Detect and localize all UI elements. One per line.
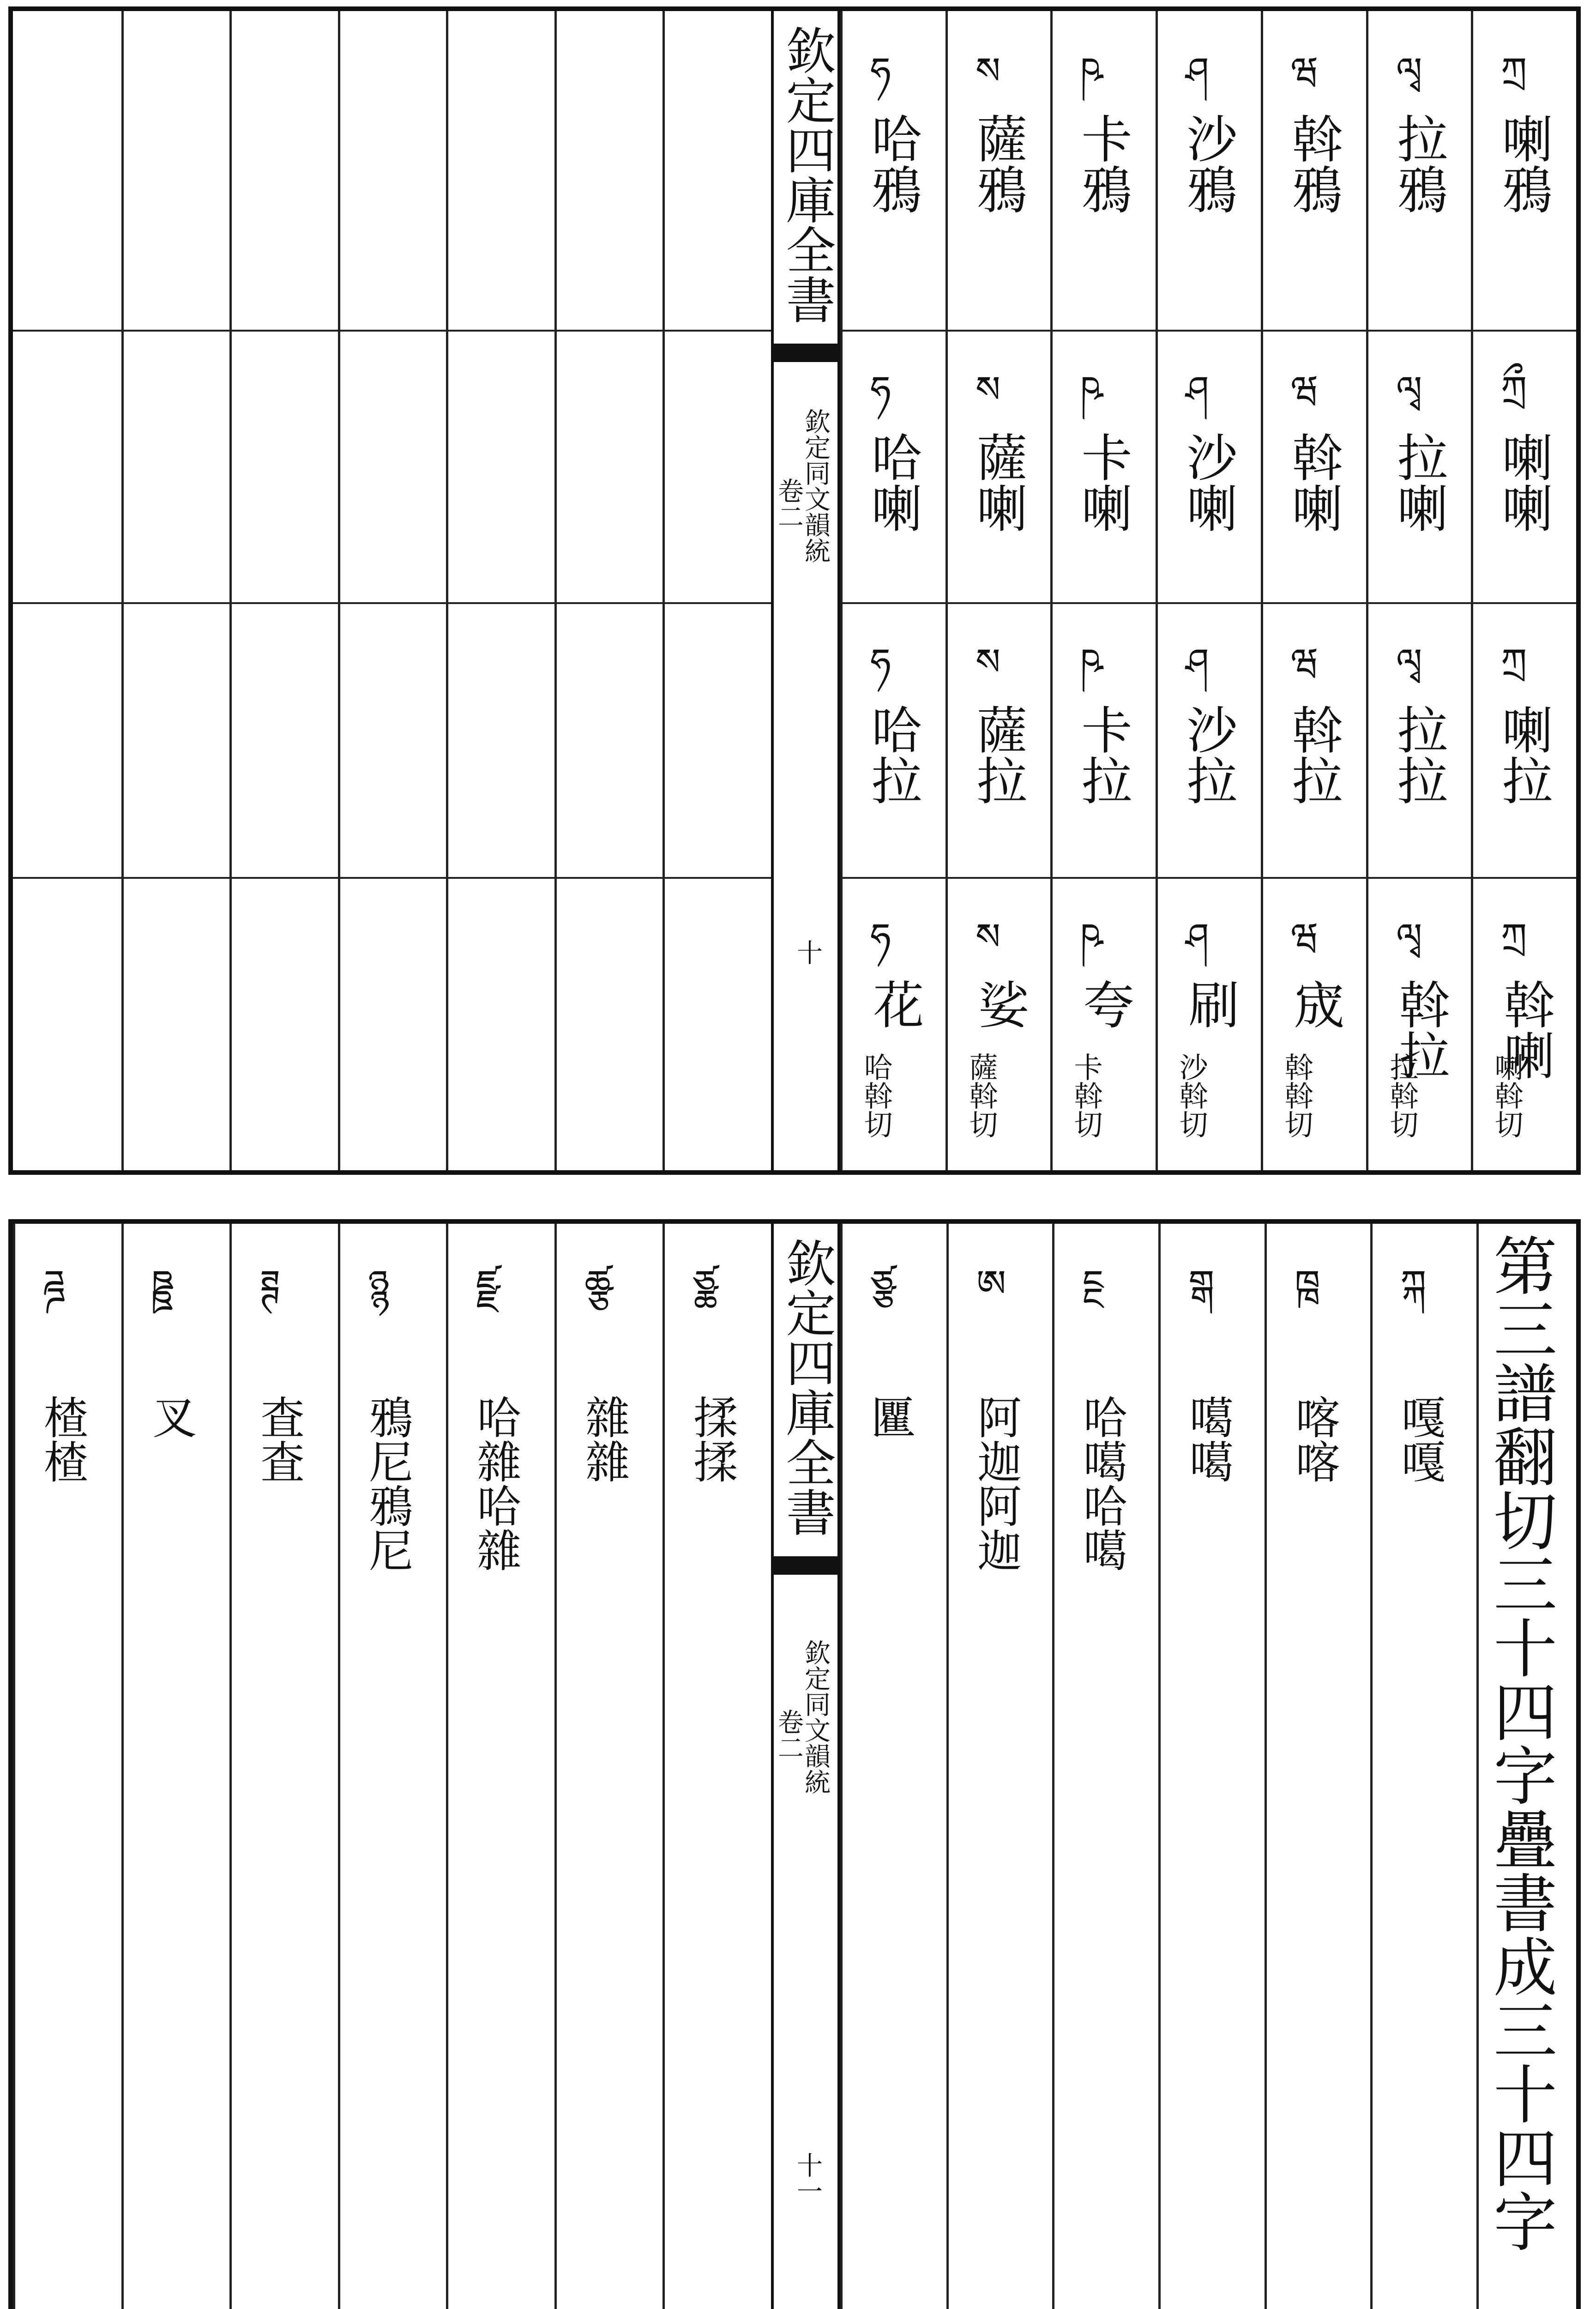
doubled-syllable-column bbox=[446, 1224, 554, 2309]
tibetan-glyph: ཤ bbox=[1186, 368, 1209, 411]
top-spine-leaf: 十 bbox=[793, 939, 823, 965]
bottom-page-panel bbox=[8, 1219, 1581, 2309]
blank-column-divider bbox=[229, 11, 232, 1170]
blank-column-divider bbox=[338, 11, 340, 1170]
tibetan-glyph: ཝ bbox=[1291, 641, 1319, 683]
syllable-reading: 哈鴉 bbox=[863, 113, 922, 214]
syllable-column bbox=[1050, 11, 1156, 1170]
doubled-syllable-reading: 楂楂 bbox=[36, 1395, 89, 1483]
tibetan-glyph: ས bbox=[976, 915, 1000, 958]
doubled-syllable-column bbox=[662, 1224, 771, 2309]
syllable-reading: 哈喇 bbox=[863, 431, 922, 533]
doubled-syllable-reading: 哈噶哈噶 bbox=[1076, 1395, 1128, 1572]
syllable-reading: 拉喇 bbox=[1389, 431, 1448, 533]
doubled-syllable-reading: 喀喀 bbox=[1288, 1395, 1340, 1483]
bottom-spine-title: 欽定四庫全書 bbox=[777, 1238, 835, 1537]
syllable-reading: 宬 bbox=[1285, 979, 1345, 1029]
doubled-syllable-reading: 揉揉 bbox=[686, 1395, 738, 1483]
top-spine-title: 欽定四庫全書 bbox=[777, 25, 835, 324]
top-spine-volume: 卷二 bbox=[774, 478, 804, 529]
doubled-syllable-column bbox=[13, 1224, 121, 2309]
syllable-column bbox=[946, 11, 1051, 1170]
syllable-column bbox=[1261, 11, 1366, 1170]
tibetan-glyph: ཧ bbox=[870, 641, 891, 683]
fanqie-note: 哈斡切 bbox=[859, 1052, 893, 1138]
tibetan-glyph: ལྭ bbox=[1396, 641, 1422, 683]
syllable-reading: 夸 bbox=[1075, 979, 1134, 1029]
top-spine-subtitle: 欽定同文韻統 bbox=[801, 408, 831, 563]
doubled-syllable-column bbox=[229, 1224, 338, 2309]
heading-column bbox=[1476, 1224, 1576, 2309]
tibetan-glyph: ཤ bbox=[1186, 641, 1209, 683]
syllable-reading: 喇喇 bbox=[1494, 431, 1553, 533]
doubled-syllable-column bbox=[121, 1224, 230, 2309]
doubled-syllable-column bbox=[840, 1224, 946, 2309]
syllable-reading: 花 bbox=[865, 979, 924, 1029]
doubled-syllable-reading: 匷 bbox=[864, 1395, 916, 1439]
tibetan-glyph: ཥ bbox=[1080, 49, 1103, 92]
syllable-reading: 卡鴉 bbox=[1073, 113, 1132, 214]
doubled-syllable-column bbox=[1158, 1224, 1265, 2309]
blank-row-divider bbox=[13, 330, 771, 332]
blank-column-divider bbox=[554, 11, 557, 1170]
tibetan-glyph: ཝ bbox=[1291, 368, 1319, 411]
blank-column-divider bbox=[121, 11, 124, 1170]
tibetan-glyph: ཥ bbox=[1080, 368, 1103, 411]
fanqie-note: 喇斡切 bbox=[1490, 1052, 1524, 1138]
syllable-reading: 拉拉 bbox=[1389, 704, 1448, 805]
syllable-reading: 斡喇 bbox=[1283, 431, 1343, 533]
syllable-reading: 斡拉 bbox=[1391, 979, 1450, 1080]
blank-row-divider bbox=[13, 602, 771, 604]
top-spine bbox=[771, 11, 840, 1170]
fanqie-note: 斡斡切 bbox=[1280, 1052, 1314, 1138]
doubled-syllable-reading: 噶噶 bbox=[1182, 1395, 1234, 1483]
syllable-reading: 沙拉 bbox=[1178, 704, 1238, 805]
tibetan-stacked-glyph: ཚྩ bbox=[584, 1262, 613, 1305]
syllable-reading: 薩拉 bbox=[968, 704, 1028, 805]
doubled-syllable-reading: 雜雜 bbox=[578, 1395, 630, 1483]
tibetan-glyph: ས bbox=[976, 368, 1000, 411]
blank-column-divider bbox=[446, 11, 448, 1170]
top-fish-tail bbox=[774, 344, 837, 362]
doubled-syllable-reading: 阿迦阿迦 bbox=[970, 1395, 1022, 1572]
blank-column-divider bbox=[662, 11, 665, 1170]
section-heading: 第三譜翻切三十四字疊書成三十四字 bbox=[1483, 1233, 1557, 2253]
syllable-reading: 娑 bbox=[970, 979, 1030, 1029]
doubled-syllable-reading: 叉 bbox=[145, 1395, 197, 1439]
syllable-reading: 哈拉 bbox=[863, 704, 922, 805]
syllable-reading: 斡鴉 bbox=[1283, 113, 1343, 214]
tibetan-stacked-glyph: ཛྫ bbox=[476, 1262, 500, 1305]
tibetan-stacked-glyph: ཌྜ bbox=[43, 1262, 65, 1305]
tibetan-glyph: ཀྲ bbox=[1501, 915, 1527, 958]
doubled-syllable-column bbox=[554, 1224, 663, 2309]
bottom-spine-volume: 卷二 bbox=[774, 1709, 804, 1760]
tibetan-glyph: ལྭ bbox=[1396, 915, 1422, 958]
syllable-reading: 拉鴉 bbox=[1389, 113, 1448, 214]
syllable-reading: 喇拉 bbox=[1494, 704, 1553, 805]
fanqie-note: 拉斡切 bbox=[1385, 1052, 1419, 1138]
tibetan-glyph: ཥ bbox=[1080, 915, 1103, 958]
syllable-column bbox=[1471, 11, 1576, 1170]
syllable-reading: 薩喇 bbox=[968, 431, 1028, 533]
syllable-column bbox=[1366, 11, 1471, 1170]
syllable-column bbox=[840, 11, 946, 1170]
tibetan-stacked-glyph: ངྔ bbox=[1082, 1262, 1104, 1305]
tibetan-glyph: ཀྲ bbox=[1501, 641, 1527, 683]
tibetan-glyph: ཤ bbox=[1186, 915, 1209, 958]
tibetan-glyph: ས bbox=[976, 641, 1000, 683]
tibetan-stacked-glyph: ཊྚ bbox=[259, 1262, 281, 1305]
syllable-reading: 斡拉 bbox=[1283, 704, 1343, 805]
bottom-spine bbox=[771, 1224, 840, 2309]
tibetan-stacked-glyph: ཙྩ bbox=[870, 1262, 896, 1305]
tibetan-stacked-glyph: ཨ bbox=[976, 1262, 1006, 1305]
tibetan-glyph: ཝ bbox=[1291, 915, 1319, 958]
syllable-reading: 斡喇 bbox=[1495, 979, 1555, 1080]
doubled-syllable-reading: 鴉尼鴉尼 bbox=[361, 1395, 414, 1572]
doubled-syllable-reading: 査査 bbox=[253, 1395, 305, 1483]
doubled-syllable-column bbox=[1052, 1224, 1158, 2309]
syllable-reading: 沙鴉 bbox=[1178, 113, 1238, 214]
tibetan-stacked-glyph: ཁྑ bbox=[1295, 1262, 1320, 1305]
tibetan-stacked-glyph: གྒ bbox=[1188, 1262, 1215, 1305]
syllable-column bbox=[1156, 11, 1261, 1170]
doubled-syllable-column bbox=[946, 1224, 1053, 2309]
fanqie-note: 卡斡切 bbox=[1069, 1052, 1103, 1138]
tibetan-glyph: ཝ bbox=[1291, 49, 1319, 92]
syllable-row-divider bbox=[840, 330, 1576, 332]
tibetan-glyph: ཤ bbox=[1186, 49, 1209, 92]
doubled-syllable-column bbox=[1370, 1224, 1476, 2309]
tibetan-stacked-glyph: ཙྪ bbox=[693, 1262, 718, 1305]
syllable-reading: 薩鴉 bbox=[968, 113, 1028, 214]
bottom-spine-leaf: 十一 bbox=[793, 2152, 823, 2204]
tibetan-glyph: ཀྲ bbox=[1501, 49, 1527, 92]
doubled-syllable-column bbox=[1265, 1224, 1371, 2309]
tibetan-stacked-glyph: ཀྐ bbox=[1400, 1262, 1427, 1305]
blank-row-divider bbox=[13, 877, 771, 879]
fanqie-note: 薩斡切 bbox=[964, 1052, 999, 1138]
syllable-reading: 刷 bbox=[1180, 979, 1240, 1029]
tibetan-glyph: ཧ bbox=[870, 915, 891, 958]
tibetan-glyph: ལྭ bbox=[1396, 49, 1422, 92]
syllable-reading: 卡喇 bbox=[1073, 431, 1132, 533]
tibetan-glyph: ས bbox=[976, 49, 1000, 92]
tibetan-glyph: ཧ bbox=[870, 368, 891, 411]
syllable-reading: 沙喇 bbox=[1178, 431, 1238, 533]
bottom-fish-tail bbox=[774, 1556, 837, 1575]
syllable-row-divider bbox=[840, 877, 1576, 879]
syllable-reading: 卡拉 bbox=[1073, 704, 1132, 805]
tibetan-glyph: ཧ bbox=[870, 49, 891, 92]
doubled-syllable-reading: 嘎嘎 bbox=[1394, 1395, 1446, 1483]
tibetan-stacked-glyph: ཋྛ bbox=[151, 1262, 174, 1305]
doubled-syllable-reading: 哈雜哈雜 bbox=[470, 1395, 522, 1572]
top-page-panel bbox=[8, 6, 1581, 1175]
tibetan-glyph: ཀྲྀ bbox=[1501, 368, 1527, 411]
tibetan-stacked-glyph: ཉྙ bbox=[368, 1262, 390, 1305]
fanqie-note: 沙斡切 bbox=[1174, 1052, 1209, 1138]
syllable-reading: 喇鴉 bbox=[1494, 113, 1553, 214]
tibetan-glyph: ཥ bbox=[1080, 641, 1103, 683]
doubled-syllable-column bbox=[338, 1224, 446, 2309]
tibetan-glyph: ལྭ bbox=[1396, 368, 1422, 411]
syllable-row-divider bbox=[840, 602, 1576, 604]
bottom-spine-subtitle: 欽定同文韻統 bbox=[801, 1639, 831, 1795]
